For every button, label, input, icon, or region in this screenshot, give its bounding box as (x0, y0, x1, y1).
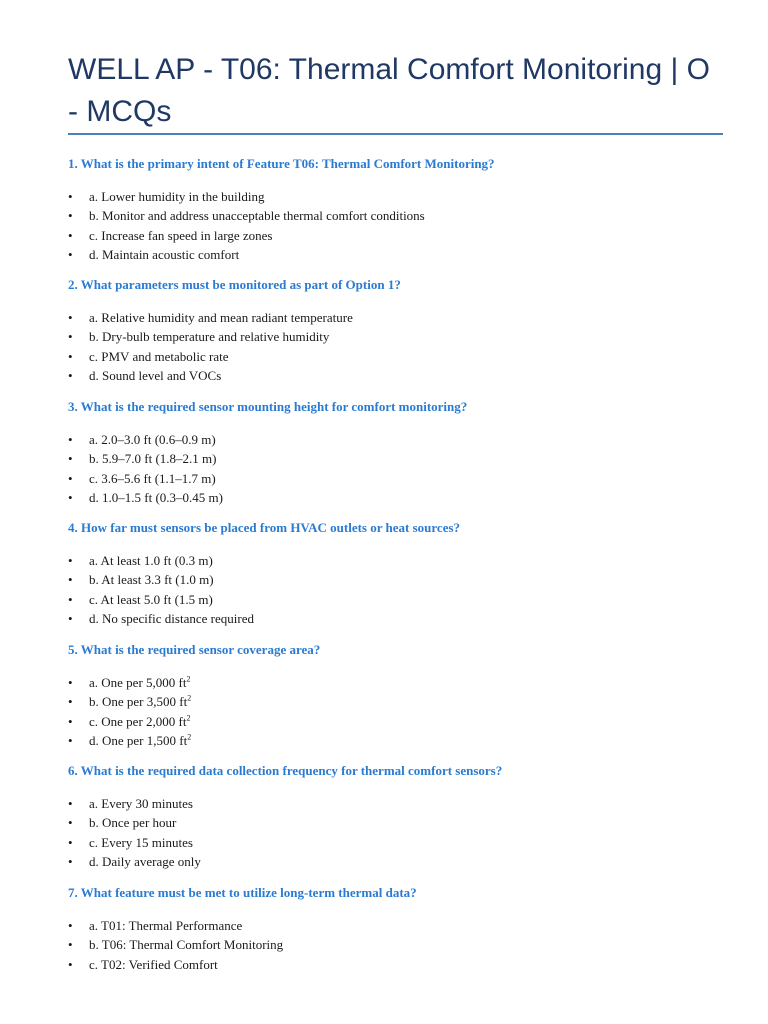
answer-option-text: b. Dry-bulb temperature and relative humidity (89, 329, 330, 345)
answer-option (68, 916, 728, 935)
question-block (68, 641, 728, 750)
answer-option-text: c. Every 15 minutes (89, 834, 193, 850)
bullet-icon: • (68, 956, 73, 972)
bullet-icon: • (68, 310, 73, 325)
bullet-icon: • (68, 591, 73, 607)
answer-option-text: b. T06: Thermal Comfort Monitoring (89, 937, 284, 953)
answer-option (68, 308, 728, 327)
question-block (68, 155, 728, 264)
answer-options (68, 794, 728, 871)
answer-option-text: a. Relative humidity and mean radiant temperature (89, 310, 353, 325)
bullet-icon: • (68, 796, 73, 811)
superscript-unit: 2 (187, 732, 192, 742)
answer-options (68, 430, 728, 507)
superscript-unit: 2 (186, 674, 191, 684)
bullet-icon: • (68, 572, 73, 588)
bullet-icon: • (68, 713, 73, 729)
answer-option (68, 469, 728, 488)
bullet-icon: • (68, 853, 73, 869)
answer-options (68, 916, 728, 974)
answer-option (68, 488, 728, 507)
answer-options (68, 551, 728, 628)
answer-options (68, 187, 728, 264)
bullet-icon: • (68, 208, 73, 224)
answer-option (68, 327, 728, 346)
answer-option (68, 852, 728, 871)
answer-option-text: b. One per 3,500 ft (89, 694, 188, 710)
question-text: 3. What is the required sensor mounting height for comfort monitoring? (68, 399, 468, 414)
answer-option-text: a. T01: Thermal Performance (89, 918, 243, 933)
bullet-icon: • (68, 732, 73, 748)
answer-options (68, 673, 728, 750)
answer-option-text: b. 5.9–7.0 ft (1.8–2.1 m) (89, 451, 217, 467)
answer-option-text: d. No specific distance required (89, 610, 254, 626)
answer-option (68, 955, 728, 974)
answer-option (68, 935, 728, 954)
answer-option-text: d. Daily average only (89, 853, 201, 869)
bullet-icon: • (68, 451, 73, 467)
answer-option-text: a. 2.0–3.0 ft (0.6–0.9 m) (89, 432, 216, 447)
answer-option-text: a. Lower humidity in the building (89, 189, 265, 204)
answer-option-text: c. PMV and metabolic rate (89, 348, 229, 364)
bullet-icon: • (68, 470, 73, 486)
question-block (68, 276, 728, 385)
question-text: 4. How far must sensors be placed from HVAC outlets or heat sources? (68, 520, 461, 535)
bullet-icon: • (68, 227, 73, 243)
question-block (68, 398, 728, 507)
question-text: 7. What feature must be met to utilize long-term thermal data? (68, 885, 417, 900)
bullet-icon: • (68, 329, 73, 345)
answer-option-text: c. 3.6–5.6 ft (1.1–1.7 m) (89, 470, 216, 486)
answer-option (68, 609, 728, 628)
answer-option-text: a. Every 30 minutes (89, 796, 193, 811)
answer-option-text: d. One per 1,500 ft (89, 732, 188, 748)
answer-options (68, 308, 728, 385)
answer-option (68, 226, 728, 245)
question-block (68, 762, 728, 871)
bullet-icon: • (68, 489, 73, 505)
superscript-unit: 2 (186, 713, 191, 723)
answer-option (68, 551, 728, 570)
bullet-icon: • (68, 694, 73, 710)
bullet-icon: • (68, 918, 73, 933)
answer-option (68, 833, 728, 852)
bullet-icon: • (68, 367, 73, 383)
answer-option (68, 692, 728, 711)
bullet-icon: • (68, 189, 73, 204)
answer-option-text: a. One per 5,000 ft (89, 675, 187, 690)
answer-option (68, 347, 728, 366)
answer-option (68, 187, 728, 206)
answer-option-text: c. T02: Verified Comfort (89, 956, 218, 972)
answer-option-text: b. Once per hour (89, 815, 177, 831)
bullet-icon: • (68, 834, 73, 850)
answer-option (68, 673, 728, 692)
answer-option (68, 813, 728, 832)
answer-option (68, 712, 728, 731)
question-block (68, 519, 728, 628)
answer-option (68, 731, 728, 750)
answer-option-text: b. Monitor and address unacceptable thermal comfort conditions (89, 208, 425, 224)
bullet-icon: • (68, 610, 73, 626)
answer-option-text: d. 1.0–1.5 ft (0.3–0.45 m) (89, 489, 223, 505)
answer-option (68, 590, 728, 609)
title-divider (68, 133, 723, 135)
bullet-icon: • (68, 815, 73, 831)
answer-option-text: b. At least 3.3 ft (1.0 m) (89, 572, 214, 588)
question-block (68, 884, 728, 974)
answer-option-text: a. At least 1.0 ft (0.3 m) (89, 553, 213, 568)
bullet-icon: • (68, 553, 73, 568)
page-title: WELL AP - T06: Thermal Comfort Monitoring | O - MCQs (68, 53, 710, 128)
answer-option (68, 245, 728, 264)
answer-option (68, 366, 728, 385)
answer-option (68, 570, 728, 589)
answer-option-text: c. Increase fan speed in large zones (89, 227, 273, 243)
answer-option (68, 794, 728, 813)
superscript-unit: 2 (187, 693, 192, 703)
question-text: 6. What is the required data collection frequency for thermal comfort sensors? (68, 763, 503, 778)
bullet-icon: • (68, 937, 73, 953)
bullet-icon: • (68, 432, 73, 447)
bullet-icon: • (68, 246, 73, 262)
question-text: 2. What parameters must be monitored as part of Option 1? (68, 277, 401, 292)
question-text: 1. What is the primary intent of Feature T06: Thermal Comfort Monitoring? (68, 156, 495, 171)
answer-option-text: d. Sound level and VOCs (89, 367, 222, 383)
answer-option (68, 206, 728, 225)
bullet-icon: • (68, 675, 73, 690)
bullet-icon: • (68, 348, 73, 364)
answer-option-text: c. At least 5.0 ft (1.5 m) (89, 591, 213, 607)
answer-option (68, 449, 728, 468)
answer-option-text: d. Maintain acoustic comfort (89, 246, 240, 262)
answer-option (68, 430, 728, 449)
question-text: 5. What is the required sensor coverage area? (68, 642, 321, 657)
answer-option-text: c. One per 2,000 ft (89, 713, 187, 729)
